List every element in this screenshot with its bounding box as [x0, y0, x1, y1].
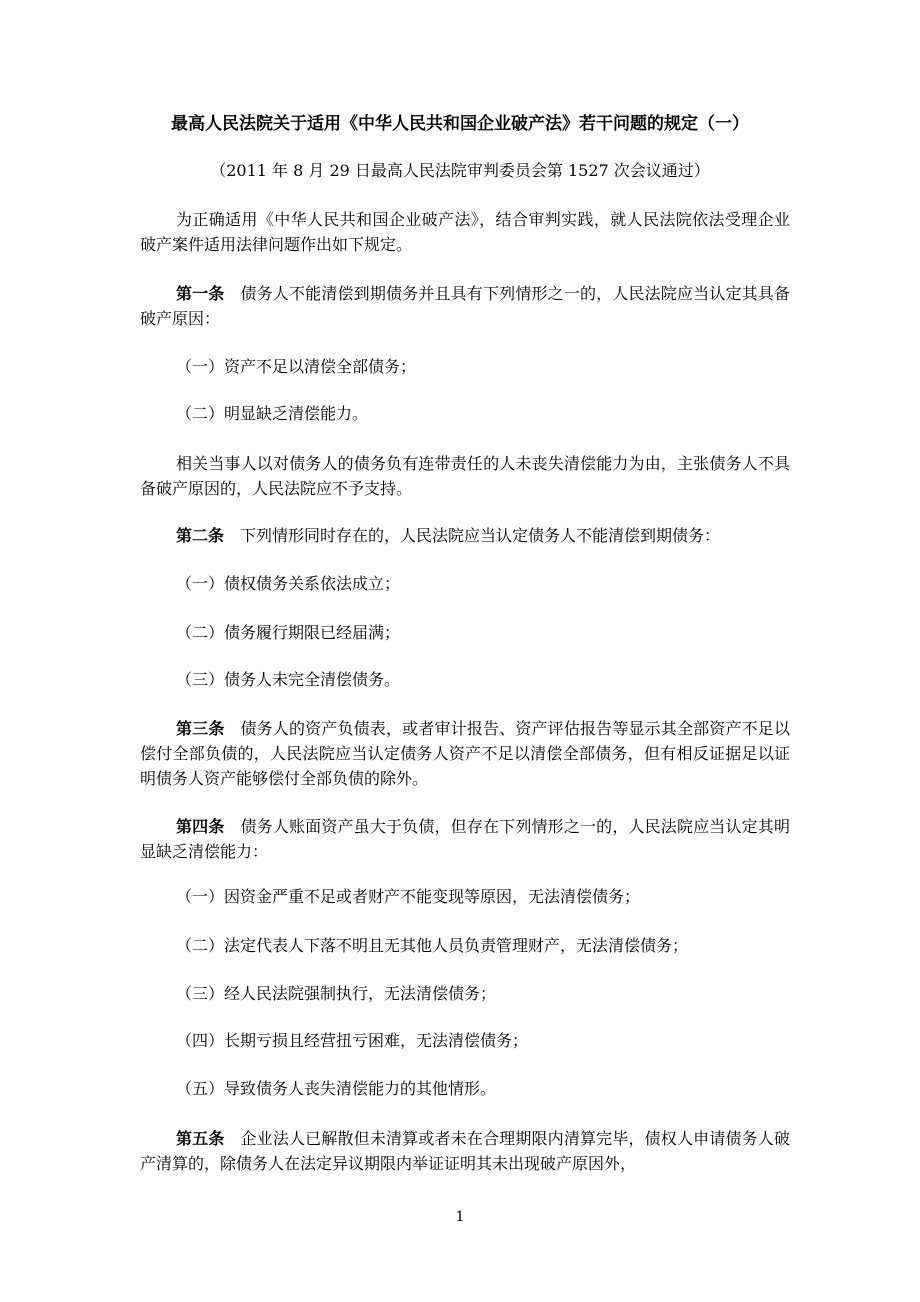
article-1-text: 债务人不能清偿到期债务并且具有下列情形之一的，人民法院应当认定其具备破产原因： [140, 284, 790, 328]
article-4-item-1: （一）因资金严重不足或者财产不能变现等原因，无法清偿债务； [176, 887, 641, 906]
intro-paragraph: 为正确适用《中华人民共和国企业破产法》，结合审判实践，就人民法院依法受理企业破产案件适用法律问题作出如下规定。 [140, 210, 790, 254]
article-4-item-5: （五）导致债务人丧失清偿能力的其他情形。 [176, 1079, 497, 1098]
article-1-item-1: （一）资产不足以清偿全部债务； [176, 357, 417, 376]
article-1-note: 相关当事人以对债务人的债务负有连带责任的人未丧失清偿能力为由，主张债务人不具备破产原因的，人民法院应不予支持。 [140, 454, 790, 498]
article-4-item-3: （三）经人民法院强制执行，无法清偿债务； [176, 984, 497, 1003]
page-number: 1 [455, 1209, 465, 1225]
article-3-label: 第三条 [176, 719, 225, 738]
article-2-text: 下列情形同时存在的，人民法院应当认定债务人不能清偿到期债务： [240, 526, 721, 545]
article-1-label: 第一条 [176, 284, 225, 303]
article-2-item-3: （三）债务人未完全清偿债务。 [176, 670, 401, 689]
article-3-text: 债务人的资产负债表，或者审计报告、资产评估报告等显示其全部资产不足以偿付全部负债的，人民法院应当认定债务人资产不足以清偿全部债务，但有相反证据足以证明债务人资产能够偿付全部负债的除外。 [140, 719, 790, 788]
article-1 [140, 281, 790, 331]
article-1-item-2: （二）明显缺乏清偿能力。 [176, 404, 369, 423]
article-5 [140, 1126, 790, 1176]
document-title: 最高人民法院关于适用《中华人民共和国企业破产法》若干问题的规定（一） [171, 114, 749, 134]
article-4-text: 债务人账面资产虽大于负债，但存在下列情形之一的，人民法院应当认定其明显缺乏清偿能力： [140, 817, 790, 861]
article-4-label: 第四条 [176, 817, 225, 836]
article-2-item-1: （一）债权债务关系依法成立； [176, 574, 401, 593]
article-4-item-2: （二）法定代表人下落不明且无其他人员负责管理财产，无法清偿债务； [176, 936, 689, 955]
article-2-item-2: （二）债务履行期限已经届满； [176, 623, 401, 642]
article-3 [140, 716, 790, 791]
document-subtitle: （2011 年 8 月 29 日最高人民法院审判委员会第 1527 次会议通过） [210, 161, 710, 180]
article-4-item-4: （四）长期亏损且经营扭亏困难，无法清偿债务； [176, 1031, 529, 1050]
article-5-label: 第五条 [176, 1129, 225, 1148]
article-2 [140, 523, 790, 548]
article-2-label: 第二条 [176, 526, 225, 545]
article-4 [140, 814, 790, 864]
article-5-text: 企业法人已解散但未清算或者未在合理期限内清算完毕，债权人申请债务人破产清算的，除债务人在法定异议期限内举证证明其未出现破产原因外， [140, 1129, 790, 1173]
